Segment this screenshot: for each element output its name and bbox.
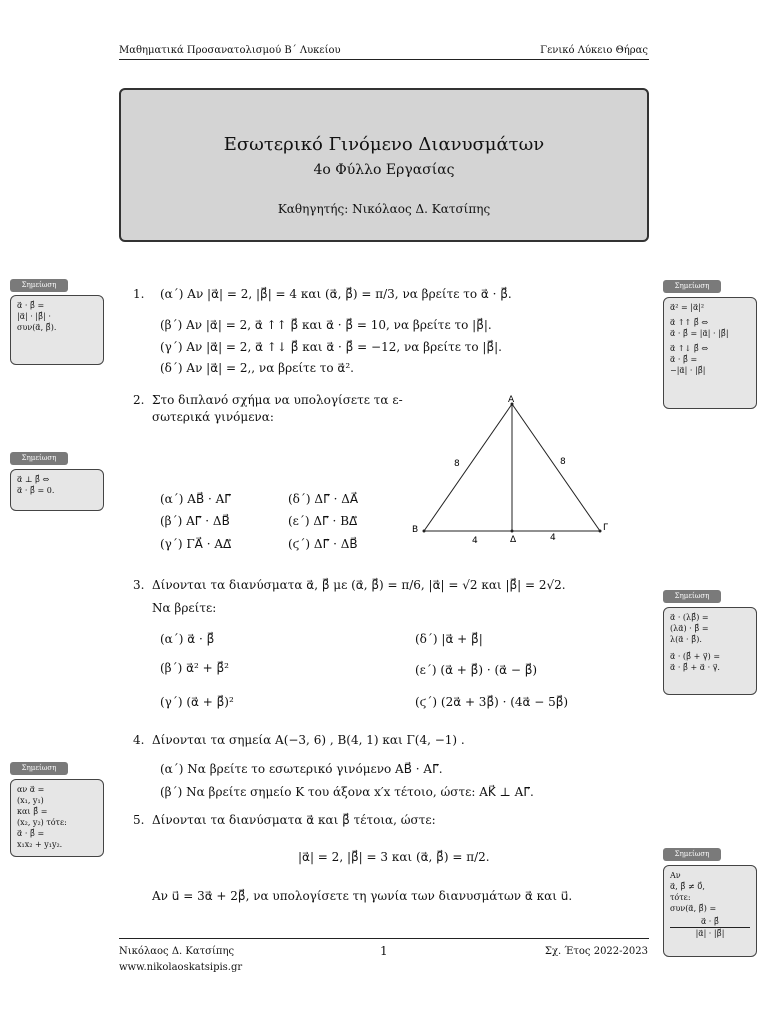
note-tab-2: Σημείωση bbox=[10, 452, 68, 465]
note-tab-4: Σημείωση bbox=[663, 590, 721, 603]
q3-item-f: (ϛ΄) (2α⃗ + 3β⃗) · (4α⃗ − 5β⃗) bbox=[415, 695, 569, 709]
label-d: Δ bbox=[510, 535, 517, 545]
vertex-b bbox=[423, 530, 426, 533]
header-left: Μαθηματικά Προσανατολισμού Β΄ Λυκείου bbox=[119, 45, 341, 56]
header-rule bbox=[119, 59, 649, 60]
q4-a: (α΄) Να βρείτε το εσωτερικό γινόμενο AB⃗ · AΓ⃗. bbox=[160, 762, 443, 776]
q1-a: (α΄) Αν |α⃗| = 2, |β⃗| = 4 και (α⃗, β⃗) = π/3, να βρείτε το α⃗ · β⃗. bbox=[160, 287, 512, 301]
q3-item-e: (ε΄) (α⃗ + β⃗) · (α⃗ − β⃗) bbox=[415, 663, 538, 677]
note-line: α⃗ ↑↑ β⃗ ⇔ bbox=[670, 318, 709, 327]
note-line: συν(α⃗, β⃗) = bbox=[670, 904, 717, 913]
note-line: α⃗, β⃗ ≠ 0⃗, bbox=[670, 882, 705, 891]
page-title: Εσωτερικό Γινόμενο Διανυσμάτων bbox=[223, 134, 545, 155]
q3-line2: Να βρείτε: bbox=[152, 601, 217, 615]
q5-number: 5. bbox=[133, 813, 145, 827]
note-line: α⃗ ↑↓ β⃗ ⇔ bbox=[670, 344, 709, 353]
note-box-1 bbox=[10, 295, 104, 365]
label-b: B bbox=[412, 525, 419, 535]
vertex-d bbox=[511, 530, 514, 533]
label-g: Γ bbox=[603, 523, 609, 533]
note-line: (λα⃗) · β⃗ = bbox=[670, 624, 709, 633]
note-line: α⃗ · β⃗ = |α⃗| · |β⃗| bbox=[670, 329, 729, 338]
footer-rule bbox=[119, 938, 649, 939]
triangle-figure bbox=[400, 392, 620, 547]
q3-number: 3. bbox=[133, 578, 145, 592]
note-line: −|α⃗| · |β⃗| bbox=[670, 366, 706, 375]
note-line: α⃗ ⊥ β⃗ ⇔ bbox=[17, 475, 50, 484]
q1-c: (γ΄) Αν |α⃗| = 2, α⃗ ↑↓ β⃗ και α⃗ · β⃗ = −12, να βρείτε το |β⃗|. bbox=[160, 340, 502, 354]
label-ab-length: 8 bbox=[454, 459, 460, 469]
note-line: α⃗ · (λβ⃗) = bbox=[670, 613, 709, 622]
note-line: και β⃗ = bbox=[17, 807, 48, 816]
page-subtitle: 4ο Φύλλο Εργασίας bbox=[313, 162, 455, 178]
note-line: αν α⃗ = bbox=[17, 785, 45, 794]
q2-line1: Στο διπλανό σχήμα να υπολογίσετε τα ε- bbox=[152, 393, 403, 407]
q2-item-c: (γ΄) ΓA⃗ · AΔ⃗ bbox=[160, 537, 232, 551]
note-line: λ(α⃗ · β⃗). bbox=[670, 635, 702, 644]
q1-d: (δ΄) Αν |α⃗| = 2,, να βρείτε το α⃗². bbox=[160, 361, 354, 375]
note-line: α⃗ · β⃗ = bbox=[670, 355, 698, 364]
note-line: α⃗ · β⃗ = bbox=[17, 301, 45, 310]
q2-item-b: (β΄) AΓ⃗ · ΔB⃗ bbox=[160, 514, 230, 528]
note-line: α⃗ · β⃗ bbox=[670, 916, 750, 928]
q3-item-a: (α΄) α⃗ · β⃗ bbox=[160, 632, 215, 646]
note-tab-1: Σημείωση bbox=[10, 279, 68, 292]
footer-author: Νικόλαος Δ. Κατσίπης bbox=[119, 946, 235, 957]
note-line: α⃗ · β⃗ = bbox=[17, 829, 45, 838]
note-box-2 bbox=[10, 469, 104, 511]
teacher-line: Καθηγητής: Νικόλαος Δ. Κατσίπης bbox=[277, 202, 491, 216]
q2-line2: σωτερικά γινόμενα: bbox=[152, 410, 274, 424]
note-box-6 bbox=[663, 865, 757, 957]
note-tab-3: Σημείωση bbox=[663, 280, 721, 293]
q3-item-c: (γ΄) (α⃗ + β⃗)² bbox=[160, 695, 234, 709]
note-line: συν(α⃗, β⃗). bbox=[17, 323, 57, 332]
note-line: (x₂, y₂) τότε: bbox=[17, 818, 67, 827]
vertex-g bbox=[599, 530, 602, 533]
note-box-5 bbox=[10, 779, 104, 857]
q1-b: (β΄) Αν |α⃗| = 2, α⃗ ↑↑ β⃗ και α⃗ · β⃗ = 10, να βρείτε το |β⃗|. bbox=[160, 318, 492, 332]
header-right: Γενικό Λύκειο Θήρας bbox=[540, 45, 648, 56]
note-line: Αν bbox=[670, 871, 681, 880]
label-a: A bbox=[508, 395, 515, 405]
q5-equation: |α⃗| = 2, |β⃗| = 3 και (α⃗, β⃗) = π/2. bbox=[298, 850, 490, 864]
note-line: |α⃗| · |β⃗| · bbox=[17, 312, 51, 321]
label-ag-length: 8 bbox=[560, 457, 566, 467]
note-line: α⃗ · β⃗ = 0. bbox=[17, 486, 55, 495]
note-box-4 bbox=[663, 607, 757, 695]
title-box bbox=[119, 88, 649, 242]
q4-line: Δίνονται τα σημεία A(−3, 6) , B(4, 1) και Γ(4, −1) . bbox=[152, 733, 465, 747]
note-line: (x₁, y₁) bbox=[17, 796, 44, 805]
q2-item-a: (α΄) AB⃗ · AΓ⃗ bbox=[160, 492, 231, 506]
q2-number: 2. bbox=[133, 393, 145, 407]
label-bd-length: 4 bbox=[472, 536, 478, 546]
q5-last: Αν u⃗ = 3α⃗ + 2β⃗, να υπολογίσετε τη γωνία των διανυσμάτων α⃗ και u⃗. bbox=[152, 889, 573, 903]
q3-line1: Δίνονται τα διανύσματα α⃗, β⃗ με (α⃗, β⃗) = π/6, |α⃗| = √2 και |β⃗| = 2√2. bbox=[152, 578, 566, 592]
note-tab-5: Σημείωση bbox=[10, 762, 68, 775]
note-line: τότε: bbox=[670, 893, 691, 902]
note-line: α⃗ · (β⃗ + γ⃗) = bbox=[670, 652, 721, 661]
q5-line: Δίνονται τα διανύσματα α⃗ και β⃗ τέτοια, ώστε: bbox=[152, 813, 436, 827]
footer-year: Σχ. Έτος 2022-2023 bbox=[544, 946, 648, 957]
note-line: x₁x₂ + y₁y₂. bbox=[17, 840, 63, 849]
q2-item-d: (δ΄) ΔΓ⃗ · ΔA⃗ bbox=[288, 492, 359, 506]
q1-number: 1. bbox=[133, 287, 145, 301]
note-line: α⃗² = |α⃗|² bbox=[670, 303, 705, 312]
note-box-3 bbox=[663, 297, 757, 409]
q4-b: (β΄) Να βρείτε σημείο K του άξονα x′x τέτοιο, ώστε: AK⃗ ⊥ AΓ⃗. bbox=[160, 785, 534, 799]
q3-item-b: (β΄) α⃗² + β⃗² bbox=[160, 661, 229, 675]
note-line: |α⃗| · |β⃗| bbox=[695, 929, 725, 938]
footer-url[interactable]: www.nikolaoskatsipis.gr bbox=[119, 962, 243, 973]
q2-item-f: (ϛ΄) ΔΓ⃗ · ΔB⃗ bbox=[288, 537, 358, 551]
page-number: 1 bbox=[380, 944, 388, 958]
q2-item-e: (ε΄) ΔΓ⃗ · BΔ⃗ bbox=[288, 514, 358, 528]
q3-item-d: (δ΄) |α⃗ + β⃗| bbox=[415, 632, 483, 646]
note-line: α⃗ · β⃗ + α⃗ · γ⃗. bbox=[670, 663, 720, 672]
q4-number: 4. bbox=[133, 733, 145, 747]
note-tab-6: Σημείωση bbox=[663, 848, 721, 861]
label-dg-length: 4 bbox=[550, 533, 556, 543]
